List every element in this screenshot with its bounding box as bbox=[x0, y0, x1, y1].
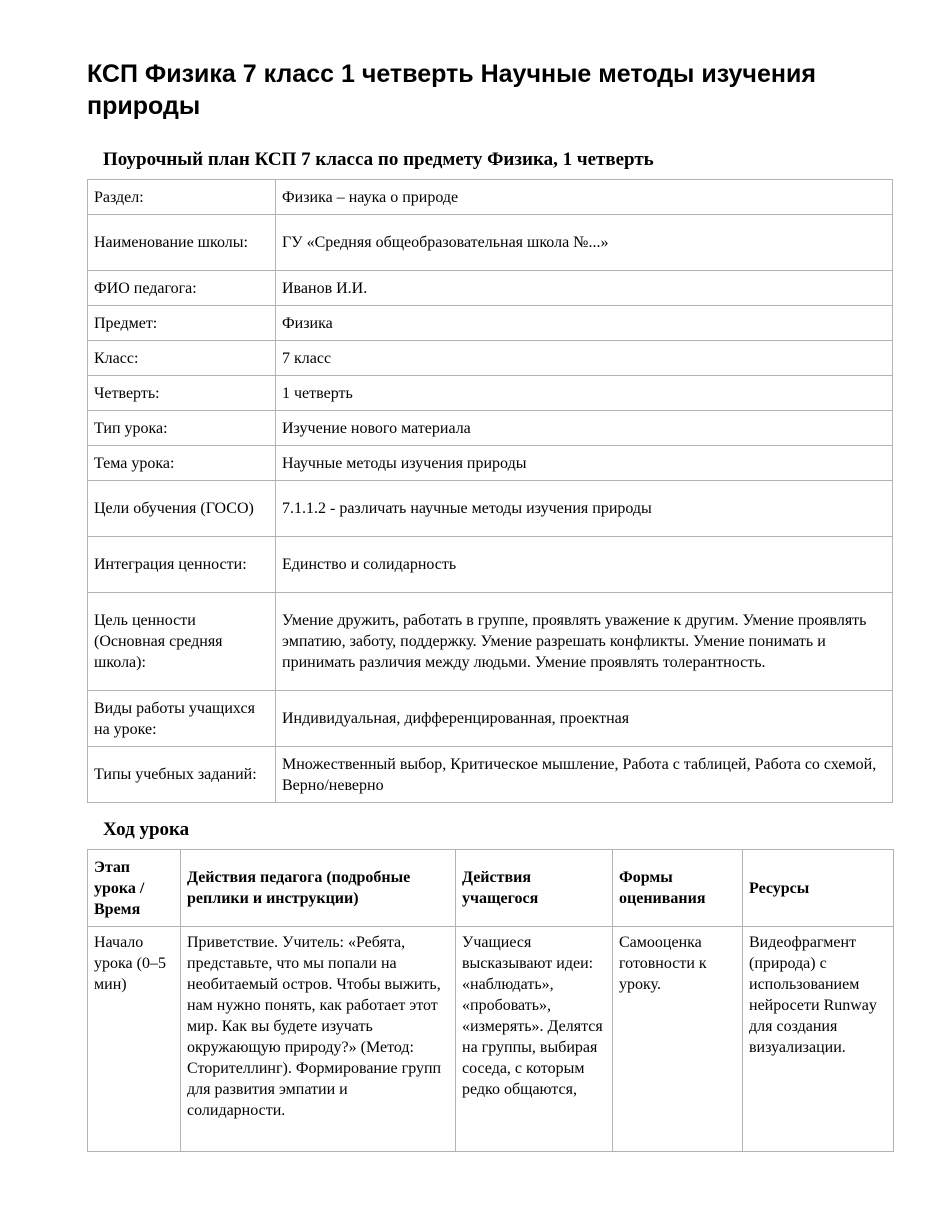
table-row bbox=[88, 446, 893, 481]
info-label: Цель ценности (Основная средняя школа): bbox=[88, 593, 276, 691]
table-row bbox=[88, 376, 893, 411]
info-value: Умение дружить, работать в группе, проявлять уважение к другим. Умение проявлять эмпатию, заботу, поддержку. Умение разрешать конфликты. Умение понимать и принимать различия между людьми. Умение проявлять толерантность. bbox=[276, 593, 893, 691]
info-label: Раздел: bbox=[88, 180, 276, 215]
info-value: Изучение нового материала bbox=[276, 411, 893, 446]
info-label: Класс: bbox=[88, 341, 276, 376]
lesson-info-table bbox=[87, 179, 893, 803]
info-value: 7.1.1.2 - различать научные методы изучения природы bbox=[276, 481, 893, 537]
info-value: Научные методы изучения природы bbox=[276, 446, 893, 481]
info-label: Тип урока: bbox=[88, 411, 276, 446]
info-value: Единство и солидарность bbox=[276, 537, 893, 593]
assessment-cell: Самооценка готовности к уроку. bbox=[613, 927, 743, 1152]
teacher-actions-cell: Приветствие. Учитель: «Ребята, представьте, что мы попали на необитаемый остров. Чтобы выжить, нам нужно понять, как работает этот мир. Как вы будете изучать окружающую природу?» (Метод: Сторителлинг). Формирование групп для развития эмпатии и солидарности. bbox=[181, 927, 456, 1152]
info-value: 1 четверть bbox=[276, 376, 893, 411]
info-label: Наименование школы: bbox=[88, 215, 276, 271]
info-label: Тема урока: bbox=[88, 446, 276, 481]
table-row bbox=[88, 537, 893, 593]
document-title: КСП Физика 7 класс 1 четверть Научные методы изучения природы bbox=[87, 60, 816, 120]
lesson-course-table bbox=[87, 849, 894, 1152]
table-header-row bbox=[88, 850, 894, 927]
table-row bbox=[88, 691, 893, 747]
table-row bbox=[88, 215, 893, 271]
resources-cell: Видеофрагмент (природа) с использованием нейросети Runway для создания визуализации. bbox=[743, 927, 894, 1152]
table-row bbox=[88, 593, 893, 691]
info-value: Физика bbox=[276, 306, 893, 341]
column-header-stage: Этап урока / Время bbox=[88, 850, 181, 927]
info-value: 7 класс bbox=[276, 341, 893, 376]
info-label: Цели обучения (ГОСО) bbox=[88, 481, 276, 537]
column-header-assessment: Формы оценивания bbox=[613, 850, 743, 927]
table-row bbox=[88, 481, 893, 537]
info-value: Физика – наука о природе bbox=[276, 180, 893, 215]
info-value: Иванов И.И. bbox=[276, 271, 893, 306]
info-label: Четверть: bbox=[88, 376, 276, 411]
table-row bbox=[88, 747, 893, 803]
lesson-course-heading: Ход урока bbox=[103, 819, 190, 840]
column-header-student-actions: Действия учащегося bbox=[456, 850, 613, 927]
info-label: ФИО педагога: bbox=[88, 271, 276, 306]
table-row bbox=[88, 341, 893, 376]
info-label: Типы учебных заданий: bbox=[88, 747, 276, 803]
table-row bbox=[88, 411, 893, 446]
column-header-teacher-actions: Действия педагога (подробные реплики и инструкции) bbox=[181, 850, 456, 927]
student-actions-cell: Учащиеся высказывают идеи: «наблюдать», «пробовать», «измерять». Делятся на группы, выбирая соседа, с которым редко общаются, bbox=[456, 927, 613, 1152]
table-row bbox=[88, 271, 893, 306]
stage-cell: Начало урока (0–5 мин) bbox=[88, 927, 181, 1152]
info-value: ГУ «Средняя общеобразовательная школа №...» bbox=[276, 215, 893, 271]
info-label: Виды работы учащихся на уроке: bbox=[88, 691, 276, 747]
table-row bbox=[88, 927, 894, 1152]
table-row bbox=[88, 306, 893, 341]
info-label: Предмет: bbox=[88, 306, 276, 341]
table-row bbox=[88, 180, 893, 215]
column-header-resources: Ресурсы bbox=[743, 850, 894, 927]
plan-heading: Поурочный план КСП 7 класса по предмету Физика, 1 четверть bbox=[103, 149, 654, 170]
info-label: Интеграция ценности: bbox=[88, 537, 276, 593]
info-value: Множественный выбор, Критическое мышление, Работа с таблицей, Работа со схемой, Верно/неверно bbox=[276, 747, 893, 803]
info-value: Индивидуальная, дифференцированная, проектная bbox=[276, 691, 893, 747]
